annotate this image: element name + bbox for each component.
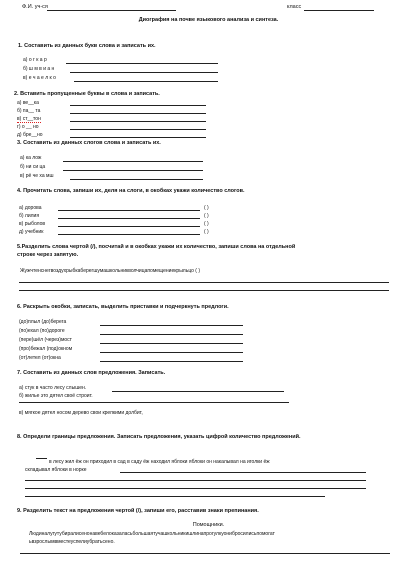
answer-line xyxy=(120,472,366,473)
answer-line xyxy=(58,226,200,227)
task3-item: в) рё че ха мш xyxy=(20,173,54,179)
task4-item: д) учебник xyxy=(19,229,44,235)
answer-line xyxy=(70,72,218,73)
task2-item: б) па__ та xyxy=(17,108,41,114)
class-label: класс xyxy=(287,4,302,10)
task5-text: Жужчтенснегвоздухрыбкаберегшумашкольникволчицапомещениекрыльцо ( ) xyxy=(20,268,201,274)
answer-line xyxy=(19,402,289,403)
task1-heading: 1. Составить из данных букв слова и записать их. xyxy=(18,43,156,49)
answer-line xyxy=(70,137,206,138)
answer-line xyxy=(63,161,203,162)
task6-item: (до)плыл (до)берега xyxy=(19,319,67,325)
task1-item: б) ш м в и а н xyxy=(23,66,55,72)
task2-item: в) ст__тон xyxy=(17,116,41,122)
task7-item: а) стук в часто лесу слышен. xyxy=(19,385,87,391)
task2-item: г) о __ но xyxy=(17,124,39,130)
task9-text-title: Помощники. xyxy=(192,522,225,528)
answer-line xyxy=(112,391,284,392)
task8-text-cont: складывал яблоки в норке xyxy=(25,467,87,473)
task7-heading: 7. Составить из данных слов предложения. Записать. xyxy=(17,370,166,376)
answer-line xyxy=(100,352,243,353)
answer-line xyxy=(66,63,218,64)
syllable-count-box: ( ) xyxy=(204,213,209,219)
answer-line xyxy=(19,282,389,283)
answer-line xyxy=(70,105,206,106)
answer-line xyxy=(70,129,206,130)
task2-heading: 2. Вставить пропущенные буквы в слова и записать. xyxy=(14,91,160,97)
answer-line xyxy=(58,218,200,219)
answer-line xyxy=(25,488,366,489)
answer-line xyxy=(25,496,325,497)
task6-item: (от)летел (от)окна xyxy=(19,355,61,361)
task9-heading: 9. Разделить текст на предложения чертой (/), запиши его, расставив знаки препинания. xyxy=(17,508,259,514)
task3-item: а) ка лож xyxy=(20,155,42,161)
task3-item: б) ни си ца xyxy=(20,164,46,170)
answer-line xyxy=(19,290,389,291)
answer-line xyxy=(20,553,390,554)
task9-text: Людиналугутубиралисенонавебелоказаласьбольшаятучашкольникишлинапрогулкуонибросилисьпомогат xyxy=(29,531,275,537)
syllable-count-box: ( ) xyxy=(204,221,209,227)
sentence-count-line xyxy=(36,458,47,459)
syllable-count-box: ( ) xyxy=(204,205,209,211)
task6-item: (по)ехал (по)дороге xyxy=(19,328,65,334)
answer-line xyxy=(74,81,218,82)
answer-line xyxy=(100,361,243,362)
page-title: Диография на почве языкового анализа и синтеза. xyxy=(138,17,279,23)
answer-line xyxy=(100,343,243,344)
task6-item: (пере)шёл (через)мост xyxy=(19,337,72,343)
task8-text: в лесу жил ёж он приходил в сад в саду ёж находил яблоки яблоки он накалывал на иголки ёж xyxy=(49,459,270,465)
answer-line xyxy=(58,234,200,235)
task5-heading-cont: строке через запятую. xyxy=(17,252,79,258)
student-name-line xyxy=(47,10,176,11)
task6-item: (про)бежал (под)окном xyxy=(19,346,73,352)
answer-line xyxy=(63,170,203,171)
student-name-label: Ф.И. уч-ся xyxy=(22,4,48,10)
answer-line xyxy=(70,179,203,180)
class-line xyxy=(304,10,374,11)
task2-item: а) ве__ка xyxy=(17,100,39,106)
task7-item: б) жилье это дятел своё строит. xyxy=(19,393,93,399)
answer-line xyxy=(25,480,366,481)
answer-line xyxy=(70,113,206,114)
task8-heading: 8. Определи границы предложения. Записать предложения, указать цифрой количество предложений. xyxy=(17,434,301,440)
task4-item: в) рыболов xyxy=(19,221,46,227)
task4-item: б) лилия xyxy=(19,213,40,219)
task3-heading: 3. Составить из данных слогов слова и записать их. xyxy=(17,140,161,146)
task4-heading: 4. Прочитать слова, запиши их, деля на слоги, в окобках укажи количество слогов. xyxy=(17,188,245,194)
task9-text-cont: ьвзрослымвместеуспелиубратьсено. xyxy=(29,539,115,545)
answer-line xyxy=(58,210,200,211)
task5-heading: 5.Разделить слова чертой (/), посчитай и в окобках укажи их количество, запиши слова на отдельной xyxy=(17,244,296,250)
task1-item: а) о г к а р xyxy=(23,57,47,63)
task6-heading: 6. Раскрыть окобки, записать, выделить приставки и подчеркнуть предлоги. xyxy=(17,304,229,310)
task4-item: а) дорова xyxy=(19,205,42,211)
answer-line xyxy=(100,334,243,335)
syllable-count-box: ( ) xyxy=(204,229,209,235)
answer-line xyxy=(100,325,243,326)
task7-item: в) мягкое дятел носом дерево свои крепкими долбит, xyxy=(19,410,143,416)
task1-item: в) е ч а е л к о xyxy=(23,75,56,81)
answer-line xyxy=(70,121,206,122)
task2-item: д) бре__но xyxy=(17,132,43,138)
